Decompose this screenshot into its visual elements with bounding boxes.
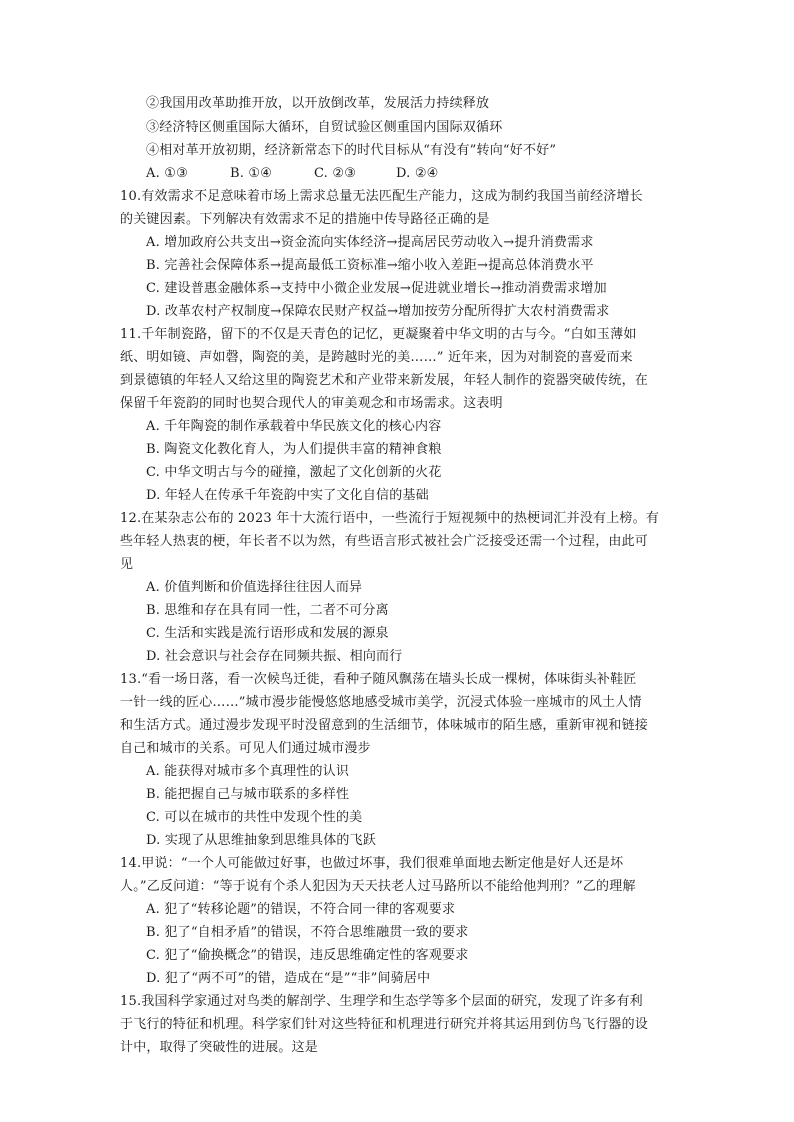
q11-stem-line-2: 纸、明如镜、声如磬，陶瓷的美，是跨越时光的美……” 近年来，因为对制瓷的喜爱而来 [120,350,633,365]
q9-choices [146,166,439,182]
q9-choice-d: D. ②④ [396,166,439,181]
q10-stem-line-2: 的关键因素。下列解决有效需求不足的措施中传导路径正确的是 [120,212,490,227]
q12-stem-line-1: 12.在某杂志公布的 2023 年十大流行语中，一些流行于短视频中的热梗词汇并没有上榜。有 [120,511,660,526]
q12-stem-line-3: 见 [120,557,134,572]
q15-stem-line-2: 于飞行的特征和机理。科学家们针对这些特征和机理进行研究并将其运用到仿鸟飞行器的设 [120,1017,649,1032]
q13-stem-line-4: 自己和城市的关系。可见人们通过城市漫步 [120,741,371,756]
q9-choice-b: B. ①④ [230,166,273,181]
q11-option-b: B. 陶瓷文化教化育人，为人们提供丰富的精神食粮 [146,442,442,457]
q9-option-2: ②我国用改革助推开放，以开放倒改革，发展活力持续释放 [146,96,490,111]
q9-option-3: ③经济特区侧重国际大循环，自贸试验区侧重国内国际双循环 [146,120,503,135]
q13-option-c: C. 可以在城市的共性中发现个性的美 [146,810,363,825]
q13-option-a: A. 能获得对城市多个真理性的认识 [146,764,350,779]
q13-option-d: D. 实现了从思维抽象到思维具体的飞跃 [146,833,377,848]
q9-choice-a: A. ①③ [146,166,188,181]
q12-option-b: B. 思维和存在具有同一性，二者不可分离 [146,603,389,618]
q11-option-a: A. 千年陶瓷的制作承载着中华民族文化的核心内容 [146,419,442,434]
q11-stem-line-4: 保留千年瓷韵的同时也契合现代人的审美观念和市场需求。这表明 [120,396,503,411]
q14-option-b: B. 犯了“自相矛盾”的错误，不符合思维融贯一致的要求 [146,925,469,940]
q10-option-a: A. 增加政府公共支出→资金流向实体经济→提高居民劳动收入→提升消费需求 [146,235,594,250]
q13-stem-line-3: 和生活方式。通过漫步发现平时没留意到的生活细节，体味城市的陌生感，重新审视和链接 [120,718,649,733]
q9-choice-c: C. ②③ [314,166,357,181]
q12-option-a: A. 价值判断和价值选择往往因人而异 [146,580,363,595]
q13-stem-line-2: 一针一线的匠心……”城市漫步能慢悠悠地感受城市美学，沉浸式体验一座城市的风土人情 [120,695,642,710]
q10-option-c: C. 建设普惠金融体系→支持中小微企业发展→促进就业增长→推动消费需求增加 [146,281,607,296]
q11-option-c: C. 中华文明古与今的碰撞，激起了文化创新的火花 [146,465,442,480]
q9-option-4: ④相对革开放初期，经济新常态下的时代目标从“有没有”转向“好不好” [146,143,557,158]
q12-option-c: C. 生活和实践是流行语形成和发展的源泉 [146,626,389,641]
q10-option-b: B. 完善社会保障体系→提高最低工资标准→缩小收入差距→提高总体消费水平 [146,258,594,273]
q11-stem-line-1: 11.千年制瓷路，留下的不仅是天青色的记忆，更凝聚着中华文明的古与今。“白如玉薄如 [120,327,637,342]
q14-stem-line-2: 人。”乙反问道：“等于说有个杀人犯因为天天扶老人过马路所以不能给他判刑？”乙的理解 [120,879,636,894]
q14-option-d: D. 犯了“两不可”的错，造成在“是”“非”间骑居中 [146,971,431,986]
q11-stem-line-3: 到景德镇的年轻人又给这里的陶瓷艺术和产业带来新发展，年轻人制作的瓷器突破传统，在 [120,373,649,388]
q15-stem-line-3: 计中，取得了突破性的进展。这是 [120,1040,319,1055]
q10-stem-line-1: 10.有效需求不足意味着市场上需求总量无法匹配生产能力，这成为制约我国当前经济增长 [120,189,643,204]
q11-option-d: D. 年轻人在传承千年瓷韵中实了文化自信的基础 [146,488,429,503]
q14-option-a: A. 犯了“转移论题”的错误，不符合同一律的客观要求 [146,902,456,917]
q14-option-c: C. 犯了“偷换概念”的错误，违反思维确定性的客观要求 [146,948,469,963]
q15-stem-line-1: 15.我国科学家通过对鸟类的解剖学、生理学和生态学等多个层面的研究，发现了许多有利 [120,994,643,1009]
q14-stem-line-1: 14.甲说：“一个人可能做过好事，也做过坏事，我们很难单面地去断定他是好人还是坏 [120,856,624,871]
q12-stem-line-2: 些年轻人热衷的梗，年长者不以为然，有些语言形式被社会广泛接受还需一个过程，由此可 [120,534,649,549]
q13-stem-line-1: 13.“看一场日落，看一次候鸟迁徙，看种子随风飘荡在墙头长成一棵树，体味街头补鞋匠 [120,672,637,687]
q13-option-b: B. 能把握自己与城市联系的多样性 [146,787,350,802]
q12-option-d: D. 社会意识与社会存在同频共振、相向而行 [146,649,403,664]
q10-option-d: D. 改革农村产权制度→保障农民财产权益→增加按劳分配所得扩大农村消费需求 [146,304,610,319]
